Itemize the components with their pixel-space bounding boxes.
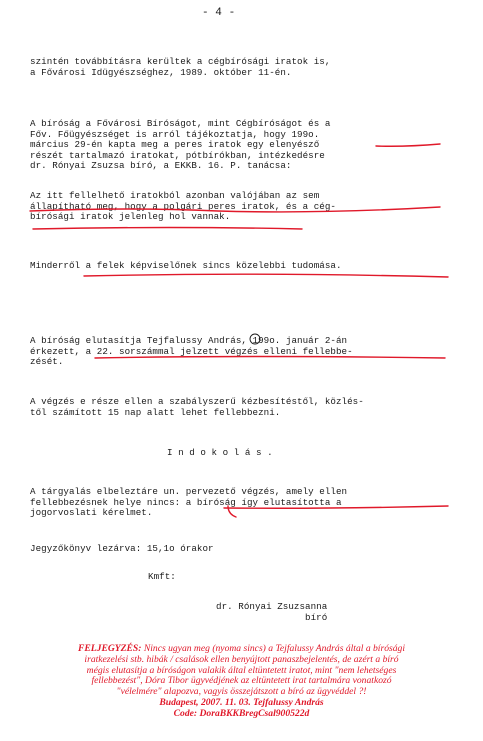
note-text-2: iratkezelési stb. hibák / csalások ellen benyújtott panaszbejelentés, de azért a bíró [84,653,399,665]
paragraph-forwarded-files: szintén továbbításra kerültek a cégbírósági iratok is, a Fővárosi Idügyészséghez, 1989. október 11-én. [30,56,331,78]
kmft-mark: Kmft: [148,571,176,582]
note-code: Code: DoraBKKBregCsal900522d [173,707,310,719]
underline-appeal-rejected [95,357,445,359]
paragraph-files-location-unknown: Az itt fellelhető iratokból azonban valójában az sem állapítható meg, hogy a polgári peres iratok, és a cég- bírósági iratok jelenleg hol vannak. [30,190,336,223]
underline-negligible [376,144,440,146]
paragraph-reasoning-body: A tárgyalás elbeleztáre un. pervezető végzés, amely ellen fellebbezésnek helye nincs: a bíróság így elutasította a jogorvoslati kérelmet. [30,486,348,519]
note-signature: Budapest, 2007. 11. 03. Tejfalussy András [159,696,324,708]
paragraph-parties-no-knowledge: Minderről a felek képviselőnek sincs közelebbi tudomása. [30,260,342,271]
note-text-1: Nincs ugyan meg (nyoma sincs) a Tejfalussy András által a bírósági [141,643,405,654]
handwritten-circle-mark [250,334,260,344]
note-text-4: fellebbezést", Dóra Tibor ügyvédjének az eltüntetett irat tartalmára vonatkozó [91,675,392,687]
underline-no-knowledge [84,274,448,277]
annotation-note [6,644,477,720]
paragraph-minutes-closed: Jegyzőkönyv lezárva: 15,1o órakor [30,543,214,554]
heading-reasoning: I n d o k o l á s . [167,447,273,458]
note-text-3: mégis elutasítja a bíróságon valakik által eltüntetett iratot, mint "nem lehetséges [86,664,397,676]
note-text-5: "vélelmére" alapozva, vagyis összejátszott a bíró az ügyvéddel ?! [116,686,367,698]
paragraph-court-informs: A bíróság a Fővárosi Bíróságot, mint Cégbíróságot és a Főv. Főügyészséget is arról tájékoztatja, hogy 199o. március 29-én kapta meg a peres iratok egy elenyésző részét tartalmazó iratokat, pótbírókban, intézkedésre dr. Rónyai Zsuzsa bíró, a EKKB. 16. P. tanácsa: [30,118,331,172]
page-number: - 4 - [202,7,236,19]
underline-rejected-request [224,506,448,508]
judge-signature-block: dr. Rónyai Zsuzsanna bíró [216,601,328,623]
note-label: FELJEGYZÉS: [78,643,142,654]
paragraph-appeal-rejected: A bíróság elutasítja Tejfalussy András, 199o. január 2-án érkezett, a 22. sorszámmal jelzett végzés elleni fellebbe- zését. [30,335,353,368]
paragraph-appeal-deadline: A végzés e része ellen a szabályszerű kézbesítéstől, közlés- től számított 15 nap alatt lehet fellebbezni. [30,396,364,418]
underline-currently-where [33,228,302,230]
underline-not-determinable [30,207,440,212]
